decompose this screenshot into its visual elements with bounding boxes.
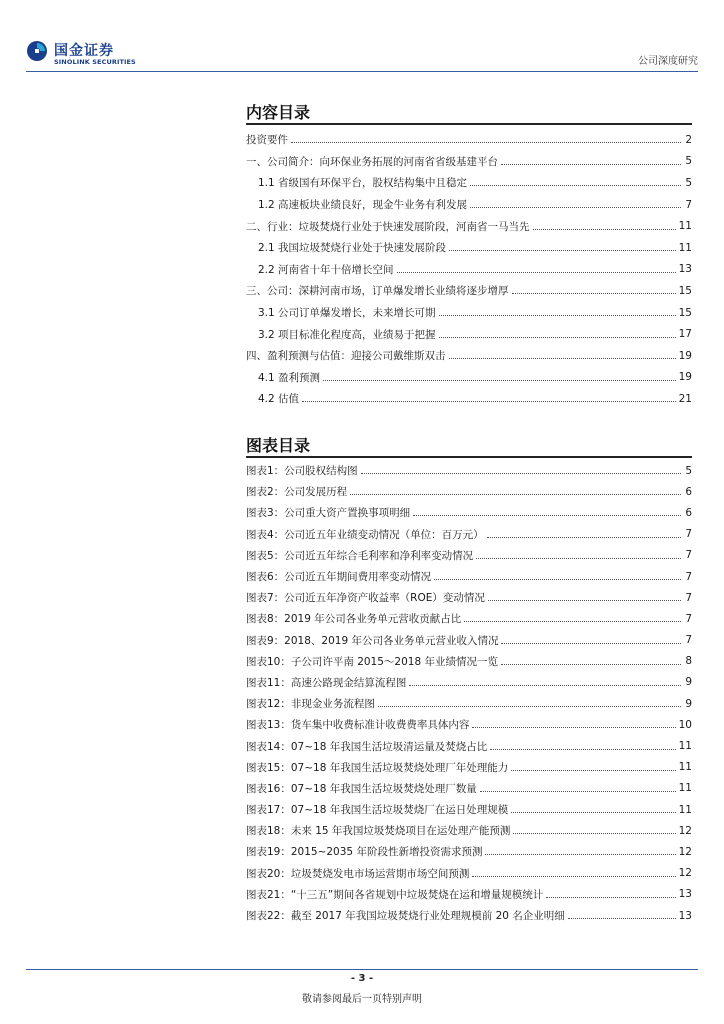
toc-entry[interactable] [246, 172, 692, 194]
toc-entry-label: 投资要件 [246, 134, 288, 147]
figure-entry[interactable] [246, 735, 692, 756]
figure-entry-page-number: 11 [678, 782, 692, 795]
toc-entry[interactable] [246, 215, 692, 237]
toc-entry-label: 3.1 公司订单爆发增长，未来增长可期 [258, 307, 436, 320]
dot-leader [488, 600, 681, 601]
figure-entry-page-number: 7 [685, 591, 692, 604]
figure-entry[interactable] [246, 863, 692, 884]
toc-entry[interactable] [246, 345, 692, 367]
toc-entry-label: 2.1 我国垃圾焚烧行业处于快速发展阶段 [258, 242, 447, 255]
figure-entry[interactable] [246, 630, 692, 651]
dot-leader [302, 401, 676, 402]
figure-entry-label: 图表12：非现金业务流程图 [246, 698, 375, 711]
dot-leader [378, 706, 681, 707]
figures-list [246, 460, 692, 926]
figure-entry-page-number: 11 [678, 761, 692, 774]
figure-entry-label: 图表14：07~18 年我国生活垃圾清运量及焚烧占比 [246, 740, 488, 753]
figure-entry-page-number: 12 [678, 845, 692, 858]
figure-entry[interactable] [246, 481, 692, 502]
figure-entry-page-number: 7 [685, 612, 692, 625]
figure-entry-page-number: 6 [685, 506, 692, 519]
footer-divider [26, 969, 698, 970]
page-header [26, 38, 698, 70]
disclaimer-note: 敬请参阅最后一页特别声明 [302, 994, 422, 1005]
sinolink-logo-icon [26, 40, 48, 62]
toc-title-underline [246, 123, 692, 125]
figure-entry-label: 图表7：公司近五年净资产收益率（ROE）变动情况 [246, 592, 485, 605]
toc-entry-page-number: 17 [678, 328, 692, 341]
figure-entry[interactable] [246, 545, 692, 566]
toc-entry[interactable] [246, 259, 692, 281]
figure-entry-label: 图表1：公司股权结构图 [246, 465, 358, 478]
figure-entry[interactable] [246, 587, 692, 608]
figure-entry-label: 图表9：2018、2019 年公司各业务单元营业收入情况 [246, 634, 499, 647]
figure-entry-page-number: 7 [685, 634, 692, 647]
dot-leader [512, 293, 676, 294]
dot-leader [323, 380, 676, 381]
figure-entry-label: 图表8：2019 年公司各业务单元营收贡献占比 [246, 613, 462, 626]
dot-leader [464, 621, 681, 622]
report-type-label: 公司深度研究 [638, 56, 698, 67]
figure-entry-label: 图表15：07~18 年我国生活垃圾焚烧处理厂年处理能力 [246, 761, 509, 774]
figure-entry-label: 图表13：货车集中收费标准计收费费率具体内容 [246, 719, 470, 732]
figure-entry-label: 图表22：截至 2017 年我国垃圾焚烧行业处理规模前 20 名企业明细 [246, 910, 565, 923]
toc-entry-label: 1.2 高速板块业绩良好，现金牛业务有利发展 [258, 199, 468, 212]
figure-entry[interactable] [246, 608, 692, 629]
toc-entry[interactable] [246, 194, 692, 216]
logo-english-name: SINOLINK SECURITIES [54, 58, 136, 66]
figure-entry-label: 图表20：垃圾焚烧发电市场运营期市场空间预测 [246, 867, 470, 880]
figure-entry[interactable] [246, 566, 692, 587]
dot-leader [511, 812, 675, 813]
figure-entry-label: 图表11：高速公路现金结算流程图 [246, 676, 407, 689]
figure-entry-page-number: 9 [685, 676, 692, 689]
dot-leader [350, 494, 681, 495]
dot-leader [439, 315, 676, 316]
dot-leader [413, 515, 681, 516]
figure-entry[interactable] [246, 799, 692, 820]
toc-entry-page-number: 19 [678, 349, 692, 362]
figure-entry[interactable] [246, 502, 692, 523]
figure-entry[interactable] [246, 651, 692, 672]
figure-entry-label: 图表21：“十三五”期间各省规划中垃圾焚烧在运和增量规模统计 [246, 888, 544, 901]
dot-leader [546, 897, 675, 898]
dot-leader [490, 749, 675, 750]
figure-entry-label: 图表10：子公司许平南 2015～2018 年业绩情况一览 [246, 655, 498, 668]
dot-leader [533, 229, 676, 230]
toc-entry-label: 2.2 河南省十年十倍增长空间 [258, 263, 394, 276]
toc-entry[interactable] [246, 302, 692, 324]
dot-leader [434, 579, 681, 580]
toc-entry-page-number: 11 [678, 241, 692, 254]
figures-title-underline [246, 456, 692, 458]
dot-leader [439, 337, 676, 338]
toc-entry-label: 三、公司：深耕河南市场，订单爆发增长业绩将逐步增厚 [246, 285, 509, 298]
toc-entry-label: 四、盈利预测与估值：迎接公司戴维斯双击 [246, 350, 446, 363]
toc-entry-page-number: 15 [678, 306, 692, 319]
toc-entry[interactable] [246, 323, 692, 345]
figure-entry-page-number: 10 [678, 718, 692, 731]
dot-leader [501, 664, 681, 665]
toc-entry-label: 4.1 盈利预测 [258, 371, 321, 384]
toc-entry[interactable] [246, 280, 692, 302]
toc-entry-page-number: 15 [678, 284, 692, 297]
figure-entry-page-number: 11 [678, 803, 692, 816]
figure-entry[interactable] [246, 884, 692, 905]
dot-leader [291, 142, 681, 143]
toc-entry[interactable] [246, 367, 692, 389]
dot-leader [487, 537, 681, 538]
figure-entry-page-number: 6 [685, 485, 692, 498]
figure-entry[interactable] [246, 757, 692, 778]
header-divider [26, 71, 698, 72]
figure-entry-page-number: 7 [685, 528, 692, 541]
figure-entry-label: 图表3：公司重大资产置换事项明细 [246, 507, 411, 520]
dot-leader [470, 185, 681, 186]
dot-leader [361, 473, 681, 474]
toc-entry[interactable] [246, 129, 692, 151]
figure-entry[interactable] [246, 460, 692, 481]
dot-leader [472, 876, 675, 877]
figure-entry-label: 图表17：07~18 年我国生活垃圾焚烧厂在运日处理规模 [246, 804, 509, 817]
dot-leader [485, 854, 675, 855]
dot-leader [397, 272, 676, 273]
toc-entry-page-number: 19 [678, 371, 692, 384]
toc-entry-page-number: 21 [678, 392, 692, 405]
figure-entry[interactable] [246, 714, 692, 735]
figure-entry[interactable] [246, 841, 692, 862]
figure-entry[interactable] [246, 820, 692, 841]
figure-entry-page-number: 13 [678, 888, 692, 901]
dot-leader [449, 358, 676, 359]
figure-entry-label: 图表5：公司近五年综合毛利率和净利率变动情况 [246, 549, 474, 562]
figure-entry-label: 图表6：公司近五年期间费用率变动情况 [246, 571, 432, 584]
dot-leader [470, 207, 681, 208]
dot-leader [476, 558, 681, 559]
figure-entry-label: 图表2：公司发展历程 [246, 486, 348, 499]
page-number: - 3 - [350, 973, 374, 984]
toc-entry-page-number: 5 [685, 155, 692, 168]
figure-entry[interactable] [246, 693, 692, 714]
figures-title: 图表目录 [246, 436, 311, 455]
toc-entry[interactable] [246, 151, 692, 173]
figure-entry-page-number: 12 [678, 867, 692, 880]
toc-entry-page-number: 7 [685, 198, 692, 211]
dot-leader [409, 685, 681, 686]
figure-entry-page-number: 12 [678, 824, 692, 837]
dot-leader [513, 833, 675, 834]
contents-list [246, 129, 692, 410]
toc-entry[interactable] [246, 388, 692, 410]
toc-entry-page-number: 2 [685, 133, 692, 146]
dot-leader [449, 250, 676, 251]
figure-entry[interactable] [246, 524, 692, 545]
dot-leader [472, 727, 675, 728]
sinolink-logo [26, 38, 186, 70]
dot-leader [511, 770, 675, 771]
toc-entry-label: 一、公司简介：向环保业务拓展的河南省省级基建平台 [246, 155, 498, 168]
figure-entry-label: 图表4：公司近五年业绩变动情况（单位：百万元） [246, 528, 484, 541]
figure-entry-label: 图表19：2015~2035 年阶段性新增投资需求预测 [246, 846, 483, 859]
figure-entry-label: 图表18：未来 15 年我国垃圾焚烧项目在运处理产能预测 [246, 825, 511, 838]
dot-leader [480, 791, 676, 792]
figure-entry-label: 图表16：07~18 年我国生活垃圾焚烧处理厂数量 [246, 782, 477, 795]
figure-entry-page-number: 8 [685, 655, 692, 668]
figure-entry-page-number: 5 [685, 464, 692, 477]
toc-entry-page-number: 13 [678, 263, 692, 276]
dot-leader [501, 643, 681, 644]
toc-entry-label: 3.2 项目标准化程度高，业绩易于把握 [258, 328, 436, 341]
toc-entry-label: 1.1 省级国有环保平台，股权结构集中且稳定 [258, 177, 468, 190]
figure-entry-page-number: 9 [685, 697, 692, 710]
toc-entry-label: 二、行业：垃圾焚烧行业处于快速发展阶段，河南省一马当先 [246, 220, 530, 233]
figure-entry-page-number: 7 [685, 549, 692, 562]
toc-entry-page-number: 11 [678, 220, 692, 233]
toc-entry-page-number: 5 [685, 176, 692, 189]
figure-entry[interactable] [246, 672, 692, 693]
dot-leader [568, 918, 676, 919]
figure-entry[interactable] [246, 778, 692, 799]
toc-entry-label: 4.2 估值 [258, 393, 300, 406]
toc-entry[interactable] [246, 237, 692, 259]
figure-entry[interactable] [246, 905, 692, 926]
figure-entry-page-number: 7 [685, 570, 692, 583]
figure-entry-page-number: 11 [678, 740, 692, 753]
figure-entry-page-number: 13 [678, 909, 692, 922]
dot-leader [501, 164, 681, 165]
logo-chinese-name: 国金证券 [54, 43, 114, 59]
toc-title: 内容目录 [246, 103, 311, 122]
